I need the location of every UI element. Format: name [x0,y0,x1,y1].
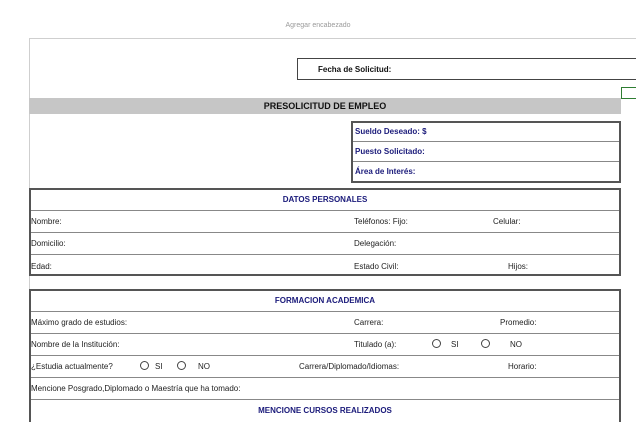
domicilio-label: Domicilio: [31,239,66,248]
sueldo-label: Sueldo Deseado: $ [355,127,427,136]
row-divider [31,210,619,211]
titulado-si-radio[interactable] [432,339,441,348]
carrera-label: Carrera: [354,318,384,327]
edad-label: Edad: [31,262,52,271]
estudia-no-radio[interactable] [177,361,186,370]
row-divider [31,232,619,233]
row-divider [31,377,619,378]
promedio-label: Promedio: [500,318,537,327]
row-divider [31,399,619,400]
row-divider [31,333,619,334]
estado-civil-label: Estado Civil: [354,262,399,271]
datos-personales-title: DATOS PERSONALES [282,195,368,204]
row-divider [31,311,619,312]
titulado-label: Titulado (a): [354,340,397,349]
posgrado-label: Mencione Posgrado,Diplomado o Maestría que ha tomado: [31,384,241,393]
formacion-title: FORMACION ACADEMICA [274,296,376,305]
estudia-label: ¿Estudia actualmente? [31,362,113,371]
horario-label: Horario: [508,362,537,371]
area-label: Área de Interés: [355,167,416,176]
titulado-si-label: SI [451,340,459,349]
form-title: PRESOLICITUD DE EMPLEO [263,101,387,111]
estudia-si-label: SI [155,362,163,371]
puesto-label: Puesto Solicitado: [355,147,425,156]
row-divider [31,254,619,255]
celular-label: Celular: [493,217,521,226]
header-hint[interactable]: Agregar encabezado [285,22,351,29]
telefonos-label: Teléfonos: Fijo: [354,217,408,226]
titulado-no-label: NO [510,340,522,349]
fecha-label: Fecha de Solicitud: [318,65,392,74]
cell-selection-marker [621,87,636,99]
hijos-label: Hijos: [508,262,529,271]
estudia-no-label: NO [198,362,210,371]
carrera-diplomado-label: Carrera/Diplomado/Idiomas: [299,362,400,371]
titulado-no-radio[interactable] [481,339,490,348]
estudia-si-radio[interactable] [140,361,149,370]
maximo-grado-label: Máximo grado de estudios: [31,318,128,327]
cursos-title: MENCIONE CURSOS REALIZADOS [258,406,392,415]
delegacion-label: Delegación: [354,239,397,248]
institucion-label: Nombre de la Institución: [31,340,120,349]
nombre-label: Nombre: [31,217,62,226]
row-divider [31,355,619,356]
